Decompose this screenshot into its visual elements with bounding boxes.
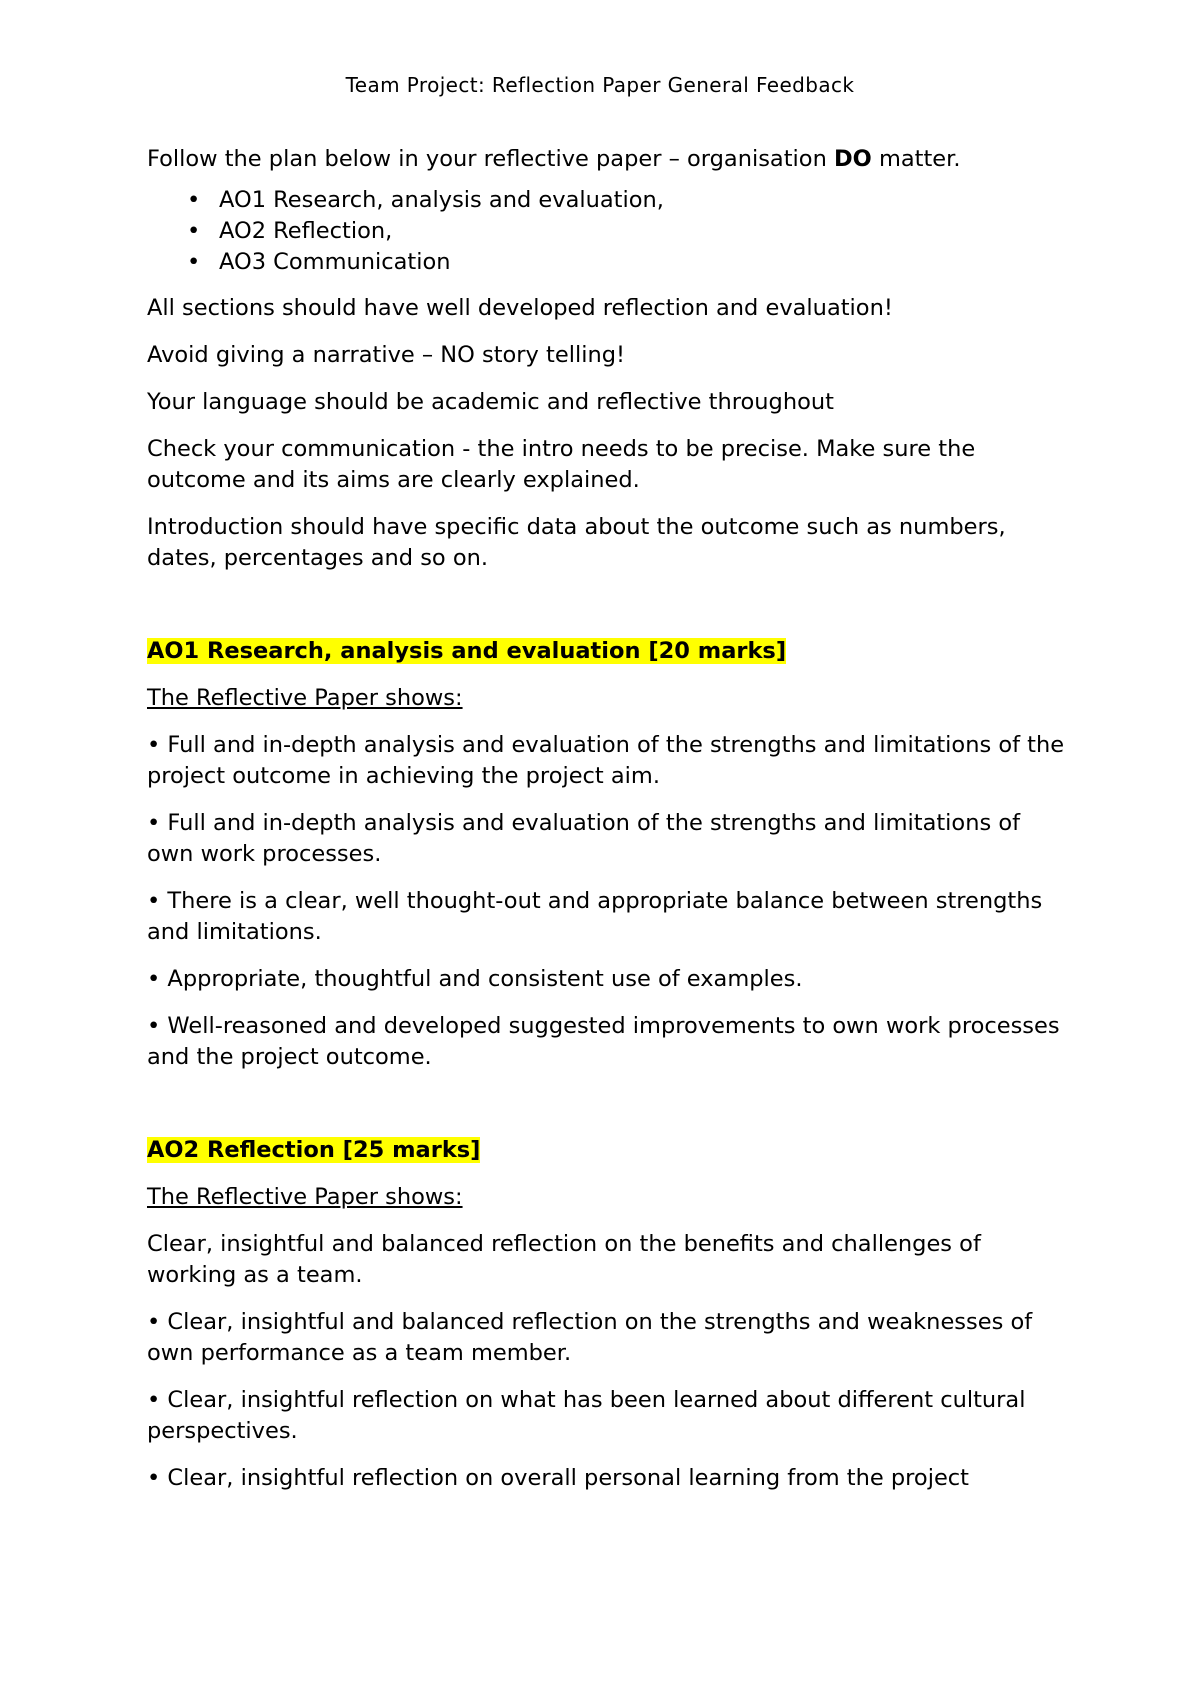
- note-paragraph: All sections should have well developed reflection and evaluation!: [147, 295, 893, 321]
- section-spacer: [147, 590, 1067, 636]
- section-heading-ao2: [147, 1135, 1067, 1166]
- section-spacer: [147, 1089, 1067, 1135]
- criteria-item: • There is a clear, well thought-out and appropriate balance between strengths and limitations.: [147, 888, 1043, 945]
- plan-list-item: [147, 247, 1067, 278]
- document-title: Team Project: Reflection Paper General Feedback: [345, 73, 855, 97]
- note-paragraph: Check your communication - the intro needs to be precise. Make sure the outcome and its aims are clearly explained.: [147, 436, 976, 493]
- bullet-icon: •: [187, 218, 201, 244]
- criteria-item: • Clear, insightful reflection on what has been learned about different cultural perspectives.: [147, 1387, 1026, 1444]
- intro-bold-word: DO: [833, 146, 872, 172]
- plan-list: [147, 185, 1067, 278]
- note-paragraph: Introduction should have specific data about the outcome such as numbers, dates, percentages and so on.: [147, 514, 1006, 571]
- bullet-icon: •: [187, 249, 201, 275]
- plan-list-item: [147, 216, 1067, 247]
- note-paragraph: Your language should be academic and reflective throughout: [147, 389, 834, 415]
- plan-list-item: [147, 185, 1067, 216]
- section-heading-text: AO1 Research, analysis and evaluation [20 marks]: [147, 638, 787, 664]
- criteria-item: • Full and in-depth analysis and evaluation of the strengths and limitations of own work processes.: [147, 810, 1021, 867]
- criteria-item: Clear, insightful and balanced reflection on the benefits and challenges of working as a team.: [147, 1231, 981, 1288]
- section-subheading: The Reflective Paper shows:: [147, 1184, 463, 1210]
- plan-item-text: AO1 Research, analysis and evaluation,: [219, 187, 664, 213]
- section-heading-ao1: [147, 636, 1067, 667]
- criteria-item: • Clear, insightful and balanced reflection on the strengths and weaknesses of own performance as a team member.: [147, 1309, 1033, 1366]
- section-subheading: The Reflective Paper shows:: [147, 685, 463, 711]
- section-heading-text: AO2 Reflection [25 marks]: [147, 1137, 481, 1163]
- criteria-item: • Appropriate, thoughtful and consistent use of examples.: [147, 966, 803, 992]
- plan-item-text: AO3 Communication: [219, 249, 451, 275]
- note-paragraph: Avoid giving a narrative – NO story telling!: [147, 342, 626, 368]
- intro-text-before: Follow the plan below in your reflective paper – organisation: [147, 146, 834, 172]
- criteria-item: • Full and in-depth analysis and evaluation of the strengths and limitations of the project outcome in achieving the project aim.: [147, 732, 1065, 789]
- document-body: [147, 144, 1067, 1510]
- intro-paragraph: [147, 144, 1067, 175]
- plan-item-text: AO2 Reflection,: [219, 218, 393, 244]
- bullet-icon: •: [187, 187, 201, 213]
- intro-text-after: matter.: [871, 146, 961, 172]
- criteria-item: • Clear, insightful reflection on overall personal learning from the project: [147, 1465, 969, 1491]
- criteria-item: • Well-reasoned and developed suggested improvements to own work processes and the project outcome.: [147, 1013, 1060, 1070]
